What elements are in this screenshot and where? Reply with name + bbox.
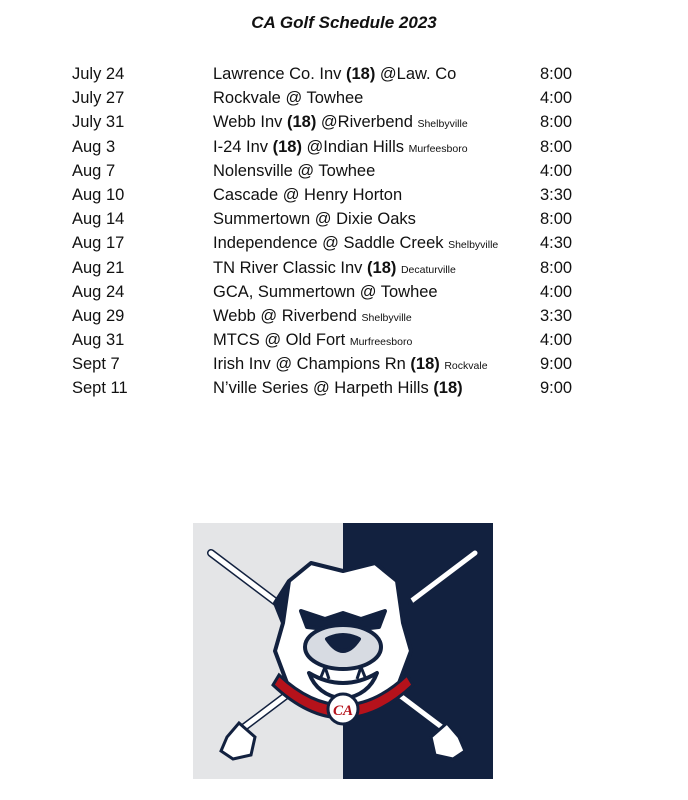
row-date: July 27 [72,89,125,108]
row-date: Aug 3 [72,137,116,156]
row-time: 4:00 [540,282,573,301]
row-time: 4:00 [540,331,573,350]
row-time: 4:00 [540,161,573,180]
schedule-row [0,110,688,134]
row-date: Aug 21 [72,258,125,277]
schedule-row [0,304,688,328]
schedule-list [0,62,688,401]
team-logo [193,523,493,779]
row-event [213,62,456,86]
row-time: 9:00 [540,379,573,398]
schedule-row [0,135,688,159]
row-date: Aug 24 [72,282,125,301]
event-text: Nolensville @ Towhee [213,161,376,180]
row-event [213,183,402,207]
event-holes: (18) [367,258,397,277]
row-event [213,256,456,282]
row-date: July 24 [72,65,125,83]
row-event [213,280,438,304]
row-date: Aug 7 [72,161,116,180]
row-date: Aug 31 [72,331,125,350]
event-location-note: Rockvale [444,360,488,373]
row-time: 4:00 [540,89,573,108]
row-date: Aug 29 [72,306,125,325]
event-location-note: Shelbyville [361,311,412,324]
row-time: 4:30 [540,234,573,253]
event-location-note: Decaturville [400,263,456,276]
row-time: 8:00 [540,65,573,83]
row-time: 8:00 [540,258,573,277]
event-text: Independence @ Saddle Creek [213,234,449,253]
row-event [213,110,468,136]
event-text: @Law. Co [375,65,457,83]
row-event [213,352,488,378]
event-holes: (18) [345,65,376,83]
event-text: Webb Inv [213,113,287,132]
event-location-note: Murfreesboro [349,336,413,349]
event-text: Irish Inv @ Champions Rn [213,355,411,374]
row-event [213,86,363,110]
row-time: 3:30 [540,306,573,325]
page-title: CA Golf Schedule 2023 [251,13,437,32]
event-location-note: Shelbyville [448,239,499,252]
row-event [213,328,412,354]
bulldog-golf-clubs-icon [193,523,493,779]
row-date: Aug 17 [72,234,125,253]
row-date: Sept 11 [72,379,128,398]
event-holes: (18) [286,113,317,132]
event-holes: (18) [410,355,440,374]
event-text: I-24 Inv [213,137,273,156]
row-event [213,159,375,183]
row-date: Aug 10 [72,185,125,204]
schedule-row [0,280,688,304]
event-text: N’ville Series @ Harpeth Hills [213,379,434,398]
event-text: Rockvale @ Towhee [213,89,364,108]
event-text: Summertown @ Dixie Oaks [213,210,416,229]
event-text: Cascade @ Henry Horton [213,185,403,204]
row-time: 3:30 [540,185,573,204]
row-event [213,304,412,330]
schedule-row [0,159,688,183]
event-text: Webb @ Riverbend [213,306,362,325]
row-event [213,135,468,161]
event-holes: (18) [272,137,302,156]
row-time: 8:00 [540,113,573,132]
row-date: Sept 7 [72,355,120,374]
schedule-row [0,376,688,400]
event-text: Lawrence Co. Inv [213,65,346,83]
event-text: GCA, Summertown @ Towhee [213,282,438,301]
row-time: 9:00 [540,355,573,374]
collar-monogram: CA [332,703,354,719]
event-text: MTCS @ Old Fort [213,331,350,350]
row-event [213,207,416,231]
schedule-row [0,231,688,255]
row-event [213,376,463,400]
schedule-row [0,352,688,376]
row-time: 8:00 [540,137,573,156]
event-text: TN River Classic Inv [213,258,368,277]
schedule-row [0,328,688,352]
row-time: 8:00 [540,210,573,229]
row-event [213,231,498,257]
schedule-row [0,86,688,110]
event-location-note: Murfeesboro [408,142,468,155]
event-text: @Indian Hills [301,137,409,156]
schedule-row [0,207,688,231]
row-date: July 31 [72,113,125,132]
event-holes: (18) [433,379,463,398]
schedule-row [0,256,688,280]
row-date: Aug 14 [72,210,125,229]
schedule-row [0,183,688,207]
event-location-note: Shelbyville [417,118,468,131]
schedule-row [0,62,688,86]
event-text: @Riverbend [316,113,418,132]
